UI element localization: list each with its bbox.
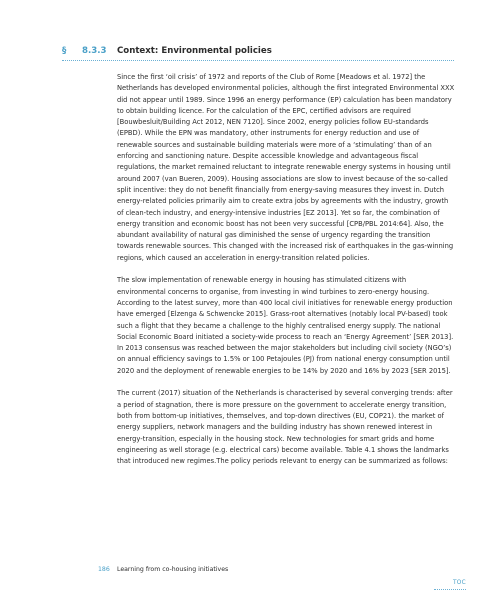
heading-divider bbox=[62, 60, 454, 61]
section-title: Context: Environmental policies bbox=[117, 46, 272, 56]
toc-divider bbox=[434, 589, 466, 590]
paragraph-2: The slow implementation of renewable energy in housing has stimulated citizens with environmental concerns to organise, from investing in wind turbines to zero-energy housing. According to the latest survey, more than 400 local civil initiatives for renewable energy production have emerged [Elzenga & Schwencke 2015]. Grass-root alternatives (notably local PV-based) took such a flight that they became a challenge to the highly centralised energy supply. The national Social Economic Board initiated a society-wide process to reach an ‘Energy Agreement’ [SER 2013]. In 2013 consensus was reached between the major stakeholders but including civil society (NGO’s) on annual efficiency savings to 1.5% or 100 Petajoules (PJ) from national energy consumption until 2020 and the deployment of renewable energies to be 14% by 2020 and 16% by 2023 [SER 2015]. bbox=[117, 276, 454, 375]
book-title: Learning from co-housing initiatives bbox=[117, 566, 229, 573]
paragraph-3: The current (2017) situation of the Netherlands is characterised by several converging trends: after a period of stagnation, there is more pressure on the government to accelerate energy transition, both from bottom-up initiatives, themselves, and top-down directives (EU, COP21). the market of energy suppliers, network managers and the building industry has shown renewed interest in energy-transition, especially in the housing stock. New technologies for smart grids and home engineering as well storage (e.g. electrical cars) become available. Table 4.1 shows the landmarks that introduced new regimes.The policy periods relevant to energy can be summarized as follows: bbox=[117, 389, 453, 466]
page-footer bbox=[98, 566, 228, 573]
section-number: 8.3.3 bbox=[82, 46, 107, 56]
page-number: 186 bbox=[98, 566, 110, 573]
body-text bbox=[117, 72, 455, 479]
section-symbol: § bbox=[62, 46, 67, 56]
section-heading bbox=[62, 46, 454, 56]
paragraph-1: Since the first ‘oil crisis’ of 1972 and reports of the Club of Rome [Meadows et al. 1972] the Netherlands has developed environmental policies, although the first integrated Environmental XXX did not appear until 1989. Since 1996 an energy performance (EP) calculation has been mandatory to obtain building licence. For the calculation of the EPC, certified advisors are required [Bouwbesluit/Building Act 2012, NEN 7120]. Since 2002, energy policies follow EU-standards (EPBD). While the EPN was mandatory, other instruments for energy reduction and use of renewable sources and sustainable building materials were more of a ‘stimulating’ than of an enforcing and sanctioning nature. Despite accessible knowledge and advantageous fiscal regulations, the market remained reluctant to integrate renewable energy systems in housing until around 2007 (van Bueren, 2009). Housing associations are slow to invest because of the so-called split incentive: they do not benefit financially from energy-saving measures they invest in. Dutch energy-related policies primarily aim to create extra jobs by agreements with the industry, growth of clean-tech industry, and energy-intensive industries [EZ 2013]. Yet so far, the combination of energy transition and economic boost has not been very successful [CPB/PBL 2014:64]. Also, the abundant availability of natural gas diminished the sense of urgency regarding the transition towards renewable sources. This changed with the increased risk of earthquakes in the gas-winning regions, which caused an acceleration in energy-transition related policies. bbox=[117, 73, 455, 262]
toc-link[interactable]: TOC bbox=[452, 580, 466, 586]
